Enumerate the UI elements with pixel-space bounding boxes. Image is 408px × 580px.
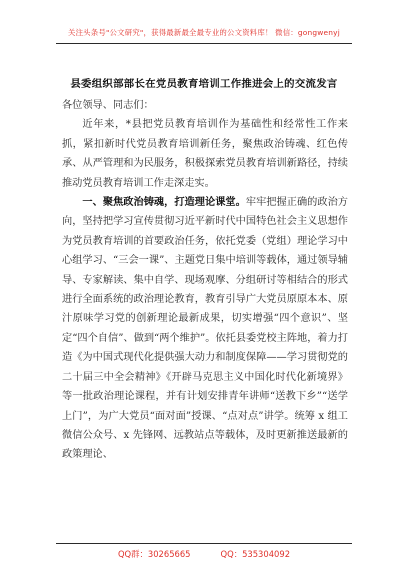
footer-contact	[0, 548, 408, 560]
intro-paragraph: 近年来，*县把党员教育培训作为基础性和经常性工作来抓，紧扣新时代党员教育培训新任务，聚焦政治铸魂、红色传承、从严管理和为民服务，积极探索党员教育培训新路径，持续推动党员教育培训工作走深走实。	[62, 119, 348, 189]
section-1-body: 牢牢把握正确的政治方向，坚持把学习宣传贯彻习近平新时代中国特色社会主义思想作为党员教育培训的首要政治任务，依托党委（党组）理论学习中心组学习、“三会一课”、主题党日集中培训等载体，通过领导辅导、专家解读、集中自学、现场观摩、分组研讨等相结合的形式进行全面系统的政治理论教育，教育引导广大党员原原本本、原汁原味学习党的创新理论最新成果，切实增强“四个意识”、坚定“四个自信”、做到“两个维护”。依托县委党校主阵地，着力打造《为中国式现代化提供强大动力和制度保障——学习贯彻党的二十届三中全会精神》《开辟马克思主义中国化时代化新境界》等一批政治理论课程，并有计划安排青年讲师“送教下乡”“送学上门”，为广大党员“面对面”授课、“点对点”讲学。统筹 x 组工微信公众号、x 先锋网、远教站点等载体，及时更新推送最新的政策理论、	[62, 197, 348, 461]
section-1-heading: 一、聚焦政治铸魂，打造理论课堂。	[82, 196, 246, 209]
section-1-paragraph	[62, 193, 348, 465]
footer-qq-number: QQ：535304092	[220, 549, 291, 559]
document-body	[62, 96, 348, 465]
header-promo-note: 关注头条号"公文研究"，获得最新最全最专业的公文资料库！ 微信：gongwenyj	[68, 28, 340, 37]
salutation: 各位领导、同志们：	[62, 100, 154, 111]
footer-divider	[56, 543, 352, 544]
footer-qq-group: QQ群：30265665	[117, 549, 191, 559]
header-divider	[56, 43, 352, 44]
document-title: 县委组织部部长在党员教育培训工作推进会上的交流发言	[70, 78, 338, 90]
